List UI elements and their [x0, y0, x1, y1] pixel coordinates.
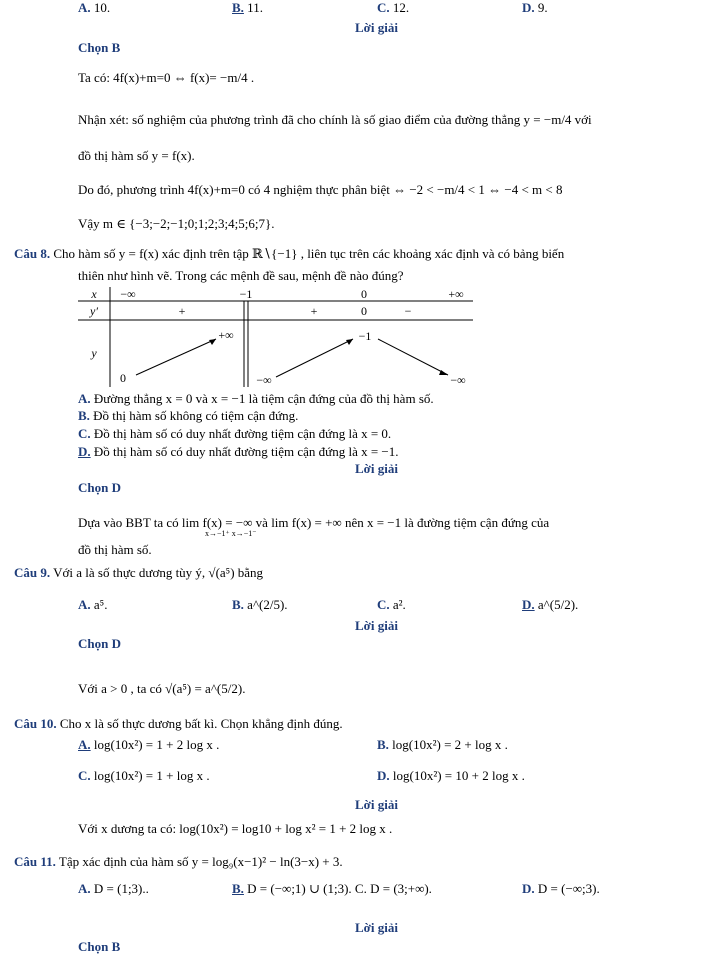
text-line-l6: đồ thị hàm số y = f(x).: [78, 148, 195, 163]
text-line-l19: Câu 9. Với a là số thực dương tùy ý, √(a⁵) bằng: [14, 565, 264, 580]
text-line-l10: thiên như hình vẽ. Trong các mệnh đề sau, mệnh đề nào đúng?: [78, 268, 404, 283]
bbt-y-val-3: −∞: [256, 373, 272, 387]
text-line-l5: Nhận xét: số nghiệm của phương trình đã cho chính là số giao điểm của đường thẳng y = −m/4 với: [78, 112, 592, 127]
text-line-l1b: B. 11.: [232, 0, 263, 15]
bbt-x-val-2: 0: [361, 287, 367, 301]
text-line-l31: Lời giải: [355, 920, 398, 935]
text-line-l7: Do đó, phương trình 4f(x)+m=0 có 4 nghiệm thực phân biệt ⇔ −2 < −m/4 < 1 ⇔ −4 < m < 8: [78, 182, 563, 197]
text-line-l30d: D. D = (−∞;3).: [522, 881, 600, 896]
text-line-l12: B. Đồ thị hàm số không có tiệm cận đứng.: [78, 408, 299, 423]
text-line-l26b: D. log(10x²) = 10 + 2 log x .: [377, 768, 525, 783]
bbt-x-label: x: [91, 287, 97, 301]
bbt-yp-val-1: +: [310, 304, 318, 318]
bbt-yp-label: y′: [90, 304, 98, 318]
bbt-y-val-2: −1: [358, 329, 372, 343]
bbt-y-val-1: 0: [120, 371, 126, 385]
bbt-y-label: y: [91, 346, 97, 360]
text-line-l28: Với x dương ta có: log(10x²) = log10 + log x² = 1 + 2 log x .: [78, 821, 393, 836]
text-line-l20c: C. a².: [377, 597, 406, 612]
text-line-l20a: A. a⁵.: [78, 597, 108, 612]
bbt-x-val-0: −∞: [120, 287, 136, 301]
text-line-l1a: A. 10.: [78, 0, 111, 15]
bbt-x-val-1: −1: [239, 287, 253, 301]
text-line-l2: Lời giải: [355, 20, 398, 35]
text-line-l17: Dựa vào BBT ta có lim f(x) = −∞ và lim f(x) = +∞ nên x = −1 là đường tiệm cận đứng của: [78, 515, 550, 530]
text-line-l24: Câu 10. Cho x là số thực dương bất kì. Chọn khẳng định đúng.: [14, 716, 343, 731]
bbt-yp-val-2: 0: [361, 304, 367, 318]
text-line-l1d: D. 9.: [522, 0, 548, 15]
text-line-l16: Chọn D: [78, 480, 121, 495]
text-line-l27: Lời giải: [355, 797, 398, 812]
text-line-l22: Chọn D: [78, 636, 121, 651]
text-line-l1c: C. 12.: [377, 0, 410, 15]
text-line-l9: Câu 8. Cho hàm số y = f(x) xác định trên tập ℝ∖{−1} , liên tục trên các khoảng xác định và có bảng biến: [14, 246, 565, 261]
text-line-l17s: x→−1⁺ x→−1⁻: [205, 529, 257, 538]
text-line-l21: Lời giải: [355, 618, 398, 633]
text-line-l30a: A. D = (1;3)..: [78, 881, 149, 896]
text-line-l15: Lời giải: [355, 461, 398, 476]
bbt-y-val-4: −∞: [450, 373, 466, 387]
bbt-yp-val-0: +: [178, 304, 186, 318]
text-line-l13: C. Đồ thị hàm số có duy nhất đường tiệm cận đứng là x = 0.: [78, 426, 392, 441]
text-line-l29: Câu 11. Tập xác định của hàm số y = log₉(x−1)² − ln(3−x) + 3.: [14, 854, 343, 869]
text-line-l30b: B. D = (−∞;1) ∪ (1;3). C. D = (3;+∞).: [232, 881, 432, 896]
text-line-l11: A. Đường thẳng x = 0 và x = −1 là tiệm cận đứng của đồ thị hàm số.: [78, 391, 434, 406]
text-line-l20b: B. a^(2/5).: [232, 597, 288, 612]
bbt-x-val-3: +∞: [448, 287, 464, 301]
text-line-l25a: A. log(10x²) = 1 + 2 log x .: [78, 737, 220, 752]
text-line-l32: Chọn B: [78, 939, 121, 954]
text-line-l8: Vậy m ∈ {−3;−2;−1;0;1;2;3;4;5;6;7}.: [78, 216, 275, 231]
text-line-l14: D. Đồ thị hàm số có duy nhất đường tiệm cận đứng là x = −1.: [78, 444, 399, 459]
text-line-l3: Chọn B: [78, 40, 121, 55]
text-line-l26a: C. log(10x²) = 1 + log x .: [78, 768, 210, 783]
text-line-l20d: D. a^(5/2).: [522, 597, 579, 612]
variation-table: [78, 287, 473, 387]
text-line-l18: đồ thị hàm số.: [78, 542, 152, 557]
bbt-y-val-0: +∞: [218, 328, 234, 342]
text-line-l25b: B. log(10x²) = 2 + log x .: [377, 737, 508, 752]
text-line-l4: Ta có: 4f(x)+m=0 ⇔ f(x)= −m/4 .: [78, 70, 255, 85]
text-line-l23: Với a > 0 , ta có √(a⁵) = a^(5/2).: [78, 681, 246, 696]
bbt-yp-val-3: −: [404, 304, 412, 318]
